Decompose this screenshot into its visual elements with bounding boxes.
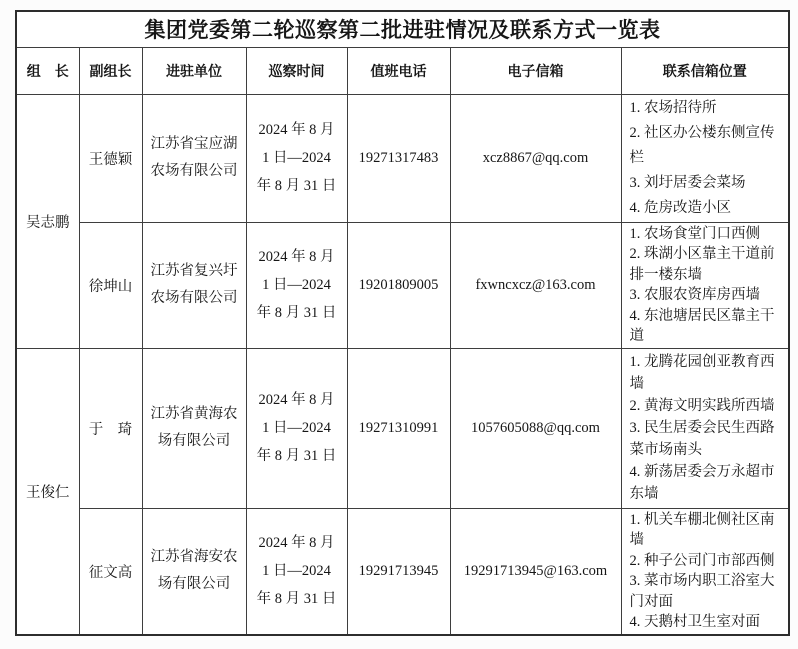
email-cell: xcz8867@qq.com: [450, 94, 621, 222]
email-cell: 19291713945@163.com: [450, 508, 621, 635]
phone-cell: 19291713945: [347, 508, 450, 635]
phone-cell: 19271317483: [347, 94, 450, 222]
table-row: [16, 94, 789, 222]
unit-cell: 江苏省复兴圩农场有限公司: [142, 222, 246, 348]
table-row: [16, 508, 789, 635]
location-item: 3. 菜市场内职工浴室大门对面: [629, 573, 775, 610]
period-cell: 2024 年 8 月 1 日—2024 年 8 月 31 日: [246, 94, 347, 222]
leader-cell: 吴志鹏: [16, 94, 79, 348]
page-title: 集团党委第二轮巡察第二批进驻情况及联系方式一览表: [16, 11, 789, 47]
location-item: 1. 龙腾花园创亚教育西墙: [629, 354, 775, 392]
table-row: [16, 222, 789, 348]
header-unit: 进驻单位: [142, 47, 246, 94]
period-cell: 2024 年 8 月 1 日—2024 年 8 月 31 日: [246, 508, 347, 635]
header-email: 电子信箱: [450, 47, 621, 94]
period-cell: 2024 年 8 月 1 日—2024 年 8 月 31 日: [246, 222, 347, 348]
unit-cell: 江苏省海安农场有限公司: [142, 508, 246, 635]
locations-cell: [621, 222, 789, 348]
location-item: 3. 农服农资库房西墙: [629, 287, 760, 303]
email-cell: fxwncxcz@163.com: [450, 222, 621, 348]
locations-cell: [621, 94, 789, 222]
location-item: 1. 农场招待所: [629, 99, 717, 116]
deputy-cell: 征文高: [79, 508, 142, 635]
unit-cell: 江苏省宝应湖农场有限公司: [142, 94, 246, 222]
email-cell: 1057605088@qq.com: [450, 348, 621, 508]
location-item: 1. 农场食堂门口西侧: [629, 225, 760, 242]
location-item: 4. 天鹅村卫生室对面: [629, 614, 760, 630]
location-item: 3. 民生居委会民生西路菜市场南头: [629, 420, 775, 458]
location-item: 2. 黄海文明实践所西墙: [629, 398, 775, 414]
phone-cell: 19271310991: [347, 348, 450, 508]
location-item: 4. 新荡居委会万永超市东墙: [629, 464, 775, 502]
location-item: 3. 刘圩居委会菜场: [629, 174, 746, 191]
phone-cell: 19201809005: [347, 222, 450, 348]
deputy-cell: 王德颖: [79, 94, 142, 222]
location-item: 2. 社区办公楼东侧宣传栏: [629, 124, 775, 166]
leader-cell: 王俊仁: [16, 348, 79, 635]
table-row: [16, 348, 789, 508]
document-sheet: [15, 10, 790, 636]
title-row: [16, 11, 789, 47]
location-item: 2. 种子公司门市部西侧: [629, 552, 775, 569]
deputy-cell: 于 琦: [79, 348, 142, 508]
header-phone: 值班电话: [347, 47, 450, 94]
location-item: 1. 机关车棚北侧社区南墙: [629, 511, 775, 548]
unit-cell: 江苏省黄海农场有限公司: [142, 348, 246, 508]
locations-cell: [621, 348, 789, 508]
header-leader: 组 长: [16, 47, 79, 94]
location-item: 4. 东池塘居民区靠主干道: [629, 307, 775, 344]
period-cell: 2024 年 8 月 1 日—2024 年 8 月 31 日: [246, 348, 347, 508]
header-deputy: 副组长: [79, 47, 142, 94]
location-item: 2. 珠湖小区靠主干道前排一楼东墙: [629, 246, 775, 283]
inspection-contact-table: [15, 10, 790, 636]
location-item: 4. 危房改造小区: [629, 199, 731, 216]
header-row: [16, 47, 789, 94]
deputy-cell: 徐坤山: [79, 222, 142, 348]
header-location: 联系信箱位置: [621, 47, 789, 94]
locations-cell: [621, 508, 789, 635]
header-period: 巡察时间: [246, 47, 347, 94]
